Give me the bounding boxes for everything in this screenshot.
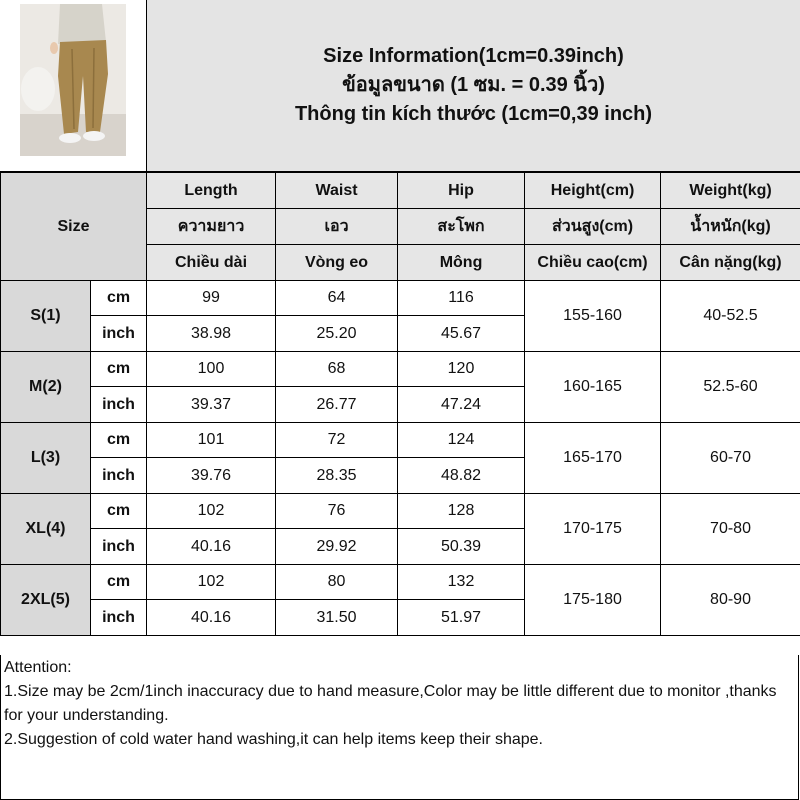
note-line-2: 2.Suggestion of cold water hand washing,it can help items keep their shape. — [4, 731, 543, 748]
unit-label-cm: cm — [91, 494, 147, 529]
header-waist-vietnamese: Vòng eo — [276, 245, 398, 281]
hip-inch: 47.24 — [398, 387, 525, 423]
hip-inch: 51.97 — [398, 600, 525, 636]
unit-label-cm: cm — [91, 423, 147, 458]
waist-cm: 76 — [276, 494, 398, 529]
unit-label-inch: inch — [91, 316, 147, 352]
size-table — [0, 172, 800, 636]
header-waist: Waist — [276, 173, 398, 209]
weight-range: 40-52.5 — [661, 281, 800, 352]
header-row-english — [1, 173, 800, 209]
title-english: Size Information(1cm=0.39inch) — [323, 45, 624, 67]
hip-cm: 128 — [398, 494, 525, 529]
weight-range: 52.5-60 — [661, 352, 800, 423]
height-range: 155-160 — [525, 281, 661, 352]
waist-inch: 28.35 — [276, 458, 398, 494]
header-weight-thai: น้ำหนัก(kg) — [661, 209, 800, 245]
size-label: S(1) — [1, 281, 91, 352]
header-height-thai: ส่วนสูง(cm) — [525, 209, 661, 245]
header-hip: Hip — [398, 173, 525, 209]
size-column-heading: Size — [1, 173, 147, 281]
length-inch: 40.16 — [147, 529, 276, 565]
hip-cm: 124 — [398, 423, 525, 458]
header-weight: Weight(kg) — [661, 173, 800, 209]
height-range: 160-165 — [525, 352, 661, 423]
waist-inch: 26.77 — [276, 387, 398, 423]
length-inch: 39.37 — [147, 387, 276, 423]
unit-label-inch: inch — [91, 600, 147, 636]
header-hip-vietnamese: Mông — [398, 245, 525, 281]
table-row — [1, 352, 800, 387]
header-height-vietnamese: Chiều cao(cm) — [525, 245, 661, 281]
length-cm: 100 — [147, 352, 276, 387]
length-cm: 99 — [147, 281, 276, 316]
height-range: 165-170 — [525, 423, 661, 494]
weight-range: 60-70 — [661, 423, 800, 494]
attention-notes — [4, 656, 794, 752]
table-row — [1, 494, 800, 529]
waist-inch: 25.20 — [276, 316, 398, 352]
height-range: 170-175 — [525, 494, 661, 565]
waist-cm: 68 — [276, 352, 398, 387]
title-thai: ข้อมูลขนาด (1 ซม. = 0.39 นิ้ว) — [342, 74, 605, 96]
notes-heading: Attention: — [4, 659, 72, 676]
header-length-vietnamese: Chiều dài — [147, 245, 276, 281]
header-length: Length — [147, 173, 276, 209]
length-cm: 102 — [147, 565, 276, 600]
waist-cm: 80 — [276, 565, 398, 600]
header-height: Height(cm) — [525, 173, 661, 209]
hip-cm: 116 — [398, 281, 525, 316]
note-line-1: 1.Size may be 2cm/1inch inaccuracy due to hand measure,Color may be little different due to monitor ,thanks for your understanding. — [4, 683, 777, 724]
size-label: L(3) — [1, 423, 91, 494]
header-hip-thai: สะโพก — [398, 209, 525, 245]
weight-range: 80-90 — [661, 565, 800, 636]
title-vietnamese: Thông tin kích thước (1cm=0,39 inch) — [294, 103, 653, 125]
unit-label-inch: inch — [91, 387, 147, 423]
header — [0, 0, 800, 172]
hip-cm: 120 — [398, 352, 525, 387]
length-cm: 102 — [147, 494, 276, 529]
product-photo-image — [20, 4, 126, 156]
unit-label-cm: cm — [91, 281, 147, 316]
weight-range: 70-80 — [661, 494, 800, 565]
header-waist-thai: เอว — [276, 209, 398, 245]
table-row — [1, 423, 800, 458]
waist-inch: 29.92 — [276, 529, 398, 565]
length-cm: 101 — [147, 423, 276, 458]
table-row — [1, 565, 800, 600]
size-label: 2XL(5) — [1, 565, 91, 636]
unit-label-cm: cm — [91, 565, 147, 600]
length-inch: 38.98 — [147, 316, 276, 352]
hip-inch: 48.82 — [398, 458, 525, 494]
header-weight-vietnamese: Cân nặng(kg) — [661, 245, 800, 281]
table-row — [1, 281, 800, 316]
header-length-thai: ความยาว — [147, 209, 276, 245]
hip-inch: 45.67 — [398, 316, 525, 352]
length-inch: 40.16 — [147, 600, 276, 636]
product-photo — [0, 0, 147, 172]
waist-inch: 31.50 — [276, 600, 398, 636]
unit-label-cm: cm — [91, 352, 147, 387]
length-inch: 39.76 — [147, 458, 276, 494]
size-label: XL(4) — [1, 494, 91, 565]
unit-label-inch: inch — [91, 458, 147, 494]
size-label: M(2) — [1, 352, 91, 423]
hip-cm: 132 — [398, 565, 525, 600]
waist-cm: 64 — [276, 281, 398, 316]
hip-inch: 50.39 — [398, 529, 525, 565]
waist-cm: 72 — [276, 423, 398, 458]
height-range: 175-180 — [525, 565, 661, 636]
unit-label-inch: inch — [91, 529, 147, 565]
size-information-title — [147, 0, 800, 172]
